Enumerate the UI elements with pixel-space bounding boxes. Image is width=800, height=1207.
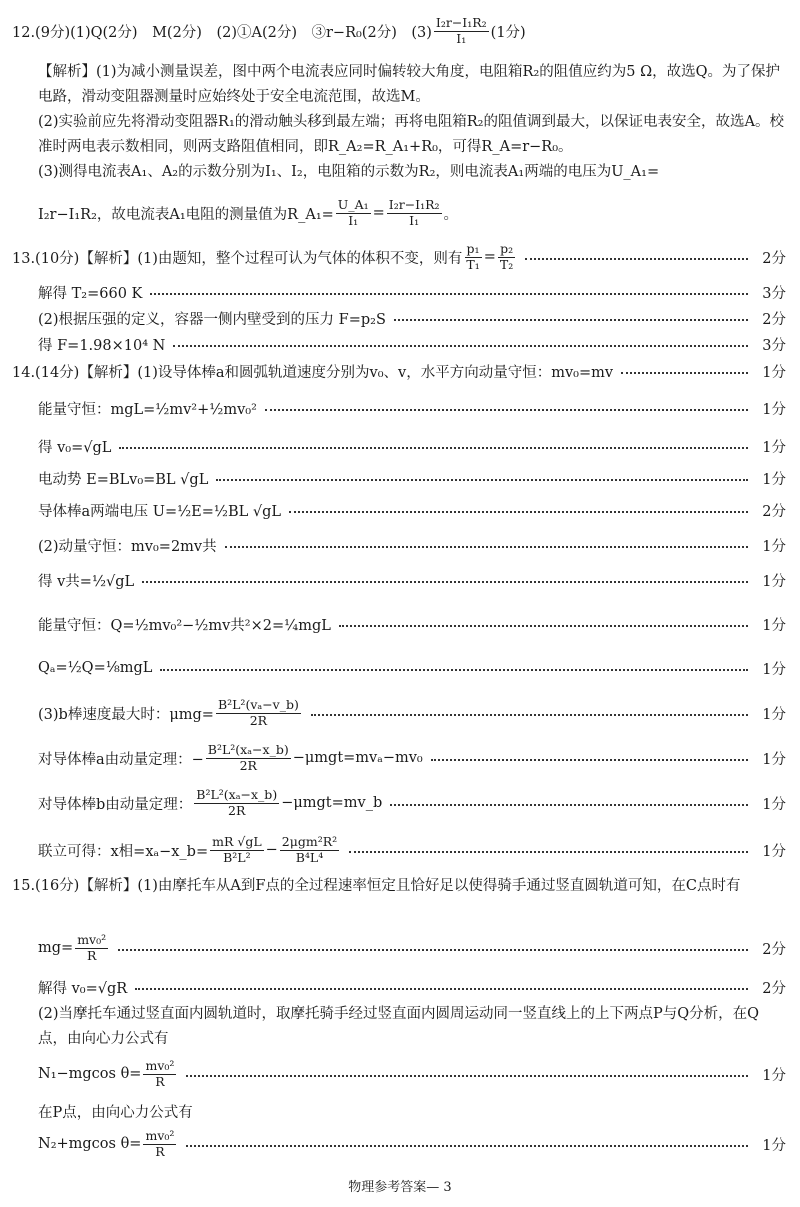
score: 2分 <box>762 941 786 958</box>
q12-fraction: $\frac{\text{I₂r−I₁R₂}}{\text{I₁}}$ <box>435 15 487 46</box>
score: 3分 <box>762 285 786 302</box>
q12-analysis-1: 【解析】(1)为减小测量误差，图中两个电流表应同时偏转较大角度，电阻箱R₂的阻值应约为5 Ω，故选Q。为了保护电路，滑动变阻器测量时应始终处于安全电流范围，故选M。 <box>38 64 781 105</box>
q15-line-2: mg= $\frac{\text{mv₀²}}{R}$ 2分 <box>38 932 786 963</box>
q12-analysis-2: (2)实验前应先将滑动变阻器R₁的滑动触头移到最左端；再将电阻箱R₂的阻值调到最大，以保证电表安全，故选A。校准时两电表示数相同，则两支路阻值相同，即R_A₂=R_A₁+R₀，可得R_A=r−R₀。 <box>38 114 784 155</box>
score: 1分 <box>762 471 786 488</box>
q14-line-8: 能量守恒：Q=½mv₀²−½mv共²×2=¼mgL 1分 <box>38 610 800 638</box>
q14-line-6: (2)动量守恒：mv₀=2mv共 1分 <box>38 532 800 558</box>
q12-header: 12.(9分)(1)Q(2分) M(2分) (2)①A(2分) ③r−R₀(2分) (3) $\frac{\text{I₂r−I₁R₂}}{\text{I₁}}$ (1分) <box>12 15 526 46</box>
score: 1分 <box>762 573 786 590</box>
score: 2分 <box>762 980 786 997</box>
score: 1分 <box>762 538 786 555</box>
score: 1分 <box>762 751 786 768</box>
q12-analysis-3: (3)测得电流表A₁、A₂的示数分别为I₁、I₂，电阻箱的示数为R₂，则电流表A₁两端的电压为U_A₁= <box>38 164 660 180</box>
q14-line-2: 能量守恒：mgL=½mv²+½mv₀² 1分 <box>38 394 800 422</box>
q15-line-3: 解得 v₀=√gR 2分 <box>38 974 800 1000</box>
q13-line-2: 解得 T₂=660 K 3分 <box>38 280 800 304</box>
score: 1分 <box>762 439 786 456</box>
q14-line-4: 电动势 E=BLv₀=BL √gL 1分 <box>38 464 800 492</box>
score: 1分 <box>762 1137 786 1154</box>
q14-line-3: 得 v₀=√gL 1分 <box>38 432 800 460</box>
q14-line-7: 得 v共=½√gL 1分 <box>38 566 800 594</box>
q15-line-6: 在P点，由向心力公式有 <box>38 1104 193 1121</box>
q14-line-11: 对导体棒a由动量定理：− $\frac{\text{B²L²(xₐ−x\_b)}}{2R}$ −μmgt=mvₐ−mv₀ 1分 <box>38 742 786 773</box>
score: 2分 <box>762 503 786 520</box>
page-footer: 物理参考答案— 3 <box>348 1180 452 1195</box>
q12-analysis-4: I₂r−I₁R₂，故电流表A₁电阻的测量值为R_A₁= $\frac{\text{U\_A₁}}{\text{I₁}}$ = $\frac{\text{I₂r−I₁R₂}}{\text{I₁}}$ 。 <box>38 197 459 228</box>
q15-line-7: N₂+mgcos θ= $\frac{\text{mv₀²}}{R}$ 1分 <box>38 1128 786 1159</box>
q15-paragraph-4: (2)当摩托车通过竖直面内圆轨道时，取摩托骑手经过竖直面内圆周运动同一竖直线上的上下两点P与Q分析，在Q点，由向心力公式有 <box>38 1006 760 1047</box>
q14-line-10: (3)b棒速度最大时：μmg= $\frac{\text{B²L²(vₐ−v\_b)}}{2R}$ 1分 <box>38 697 786 728</box>
score: 1分 <box>762 706 786 723</box>
score: 1分 <box>762 401 786 418</box>
q14-line-12: 对导体棒b由动量定理： $\frac{\text{B²L²(xₐ−x\_b)}}{2R}$ −μmgt=mv_b 1分 <box>38 787 786 818</box>
q14-line-13: 联立可得：x相=xₐ−x_b= $\frac{mR √gL}{\text{B²L²}}$ − $\frac{\text{2μgm²R²}}{\text{B⁴L⁴}}$ 1分 <box>38 834 786 865</box>
score: 1分 <box>762 796 786 813</box>
score: 1分 <box>762 661 786 678</box>
q14-line-1: 14.(14分)【解析】(1)设导体棒a和圆弧轨道速度分别为v₀、v，水平方向动量守恒：mv₀=mv 1分 <box>12 358 800 384</box>
score: 1分 <box>762 364 786 381</box>
q15-paragraph-1: 15.(16分)【解析】(1)由摩托车从A到F点的全过程速率恒定且恰好足以使得骑手通过竖直圆轨道可知，在C点时有 <box>12 878 741 894</box>
q13-line-4: 得 F=1.98×10⁴ N 3分 <box>38 332 800 356</box>
score: 1分 <box>762 843 786 860</box>
q13-line-1: 13.(10分)【解析】(1)由题知，整个过程可认为气体的体积不变，则有 $\frac{\text{p₁}}{\text{T₁}}$ = $\frac{\text{p₂}}{\text{T₂}}$ 2分 <box>12 241 786 272</box>
q14-line-5: 导体棒a两端电压 U=½E=½BL √gL 2分 <box>38 496 800 524</box>
q15-line-5: N₁−mgcos θ= $\frac{\text{mv₀²}}{R}$ 1分 <box>38 1058 786 1089</box>
q14-line-9: Qₐ=½Q=⅛mgL 1分 <box>38 654 800 682</box>
score: 2分 <box>762 311 786 328</box>
score: 2分 <box>762 250 786 267</box>
score: 3分 <box>762 337 786 354</box>
q13-line-3: (2)根据压强的定义，容器一侧内壁受到的压力 F=p₂S 2分 <box>38 306 800 330</box>
score: 1分 <box>762 617 786 634</box>
score: 1分 <box>762 1067 786 1084</box>
